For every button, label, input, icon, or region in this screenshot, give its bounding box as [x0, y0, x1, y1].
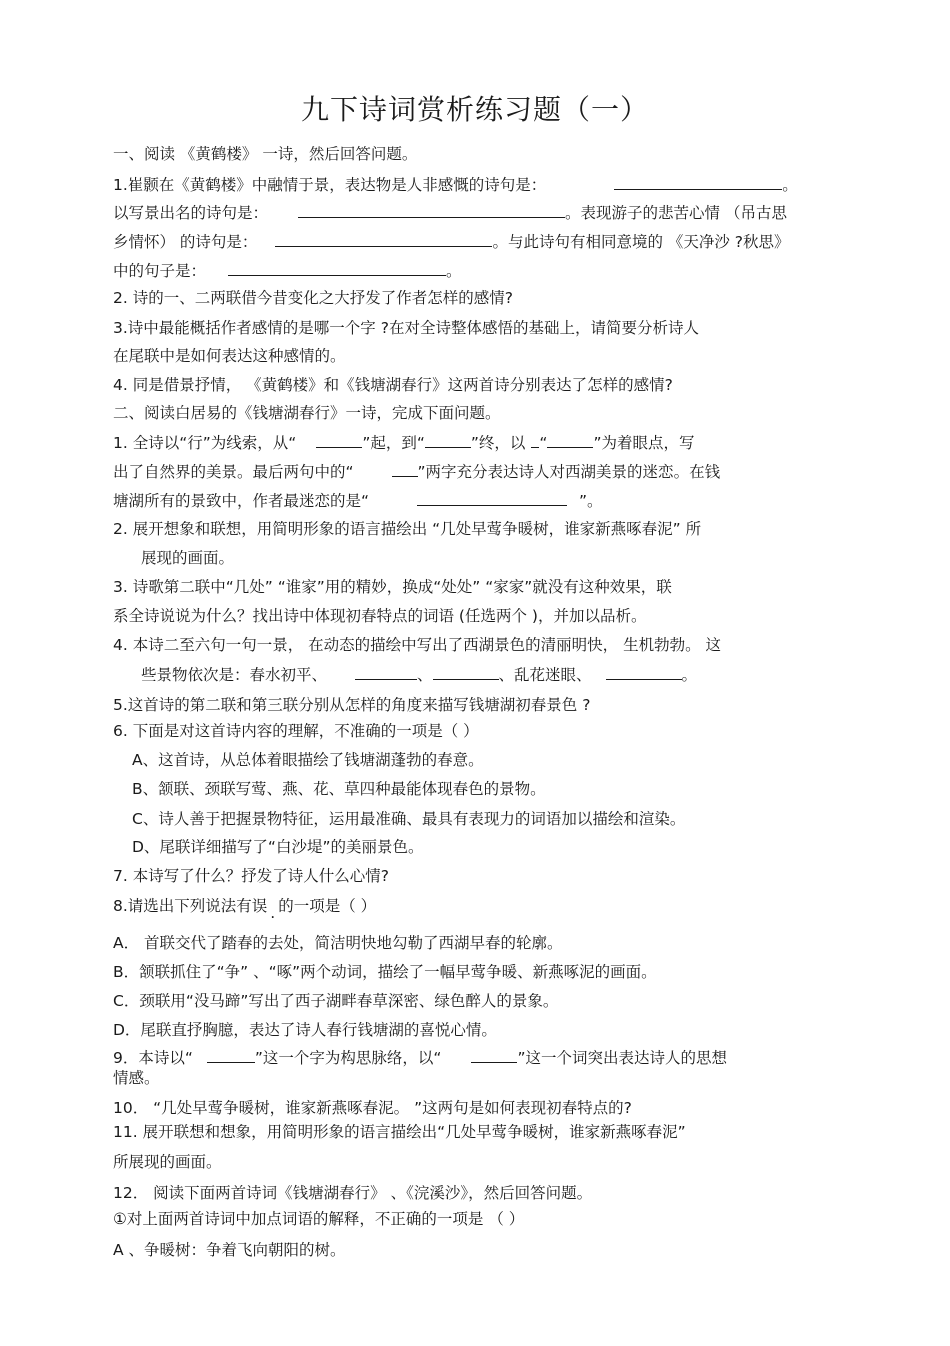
- question-2-7: 7. 本诗写了什么？抒发了诗人什么心情?: [113, 867, 389, 885]
- answer-blank[interactable]: [417, 489, 567, 506]
- question-2-2-line-1: 2. 展开想象和联想，用简明形象的语言描绘出 “几处早莺争暖树，谁家新燕啄春泥” 所: [113, 520, 702, 538]
- question-2-4-line-2: 些景物依次是：春水初平、 、 、乱花迷眼、 。: [141, 663, 697, 686]
- question-2-12-sub-1: ①对上面两首诗词中加点词语的解释，不正确的一项是 （ ）: [113, 1210, 525, 1228]
- answer-blank[interactable]: [275, 230, 492, 247]
- option-6d: D、尾联详细描写了“白沙堤”的美丽景色。: [132, 838, 424, 856]
- answer-blank[interactable]: [392, 460, 418, 477]
- question-2-1-line-1: 1. 全诗以“行”为线索，从“ ”起，到“ ”终，以 “ ”为着眼点，写: [113, 431, 694, 454]
- section-2-heading: 二、阅读白居易的《钱塘湖春行》一诗，完成下面问题。: [113, 404, 501, 422]
- option-6a: A、这首诗，从总体着眼描绘了钱塘湖蓬勃的春意。: [132, 751, 484, 769]
- option-8d: D．尾联直抒胸臆，表达了诗人春行钱塘湖的喜悦心情。: [113, 1021, 497, 1039]
- answer-blank[interactable]: [614, 173, 782, 190]
- option-8b: B．颔联抓住了“争” 、“啄”两个动词，描绘了一幅早莺争暖、新燕啄泥的画面。: [113, 963, 657, 981]
- question-1-3-line-1: 3.诗中最能概括作者感情的是哪一个字 ?在对全诗整体感悟的基础上，请简要分析诗人: [113, 319, 699, 337]
- answer-blank[interactable]: [425, 431, 471, 448]
- answer-blank[interactable]: [228, 259, 446, 276]
- answer-blank[interactable]: [355, 663, 417, 680]
- question-2-11-line-1: 11. 展开联想和想象，用简明形象的语言描绘出“几处早莺争暖树，谁家新燕啄春泥”: [113, 1123, 686, 1141]
- answer-blank[interactable]: [207, 1046, 255, 1063]
- option-8c: C．颈联用“没马蹄”写出了西子湖畔春草深密、绿色醉人的景象。: [113, 992, 559, 1010]
- question-2-3-line-1: 3. 诗歌第二联中“几处” “谁家”用的精妙，换成“处处” “家家”就没有这种效果，联: [113, 578, 672, 596]
- question-1-1-line-4: 中的句子是： 。: [113, 259, 462, 282]
- question-1-2: 2. 诗的一、二两联借今昔变化之大抒发了作者怎样的感情?: [113, 289, 513, 307]
- question-1-3-line-2: 在尾联中是如何表达这种感情的。: [113, 347, 346, 365]
- answer-blank[interactable]: [433, 663, 499, 680]
- question-2-9-line-1: 9．本诗以“ ”这一个字为构思脉络，以“ ”这一个词突出表达诗人的思想: [113, 1046, 727, 1069]
- question-1-1-line-3: 乡情怀） 的诗句是： 。与此诗句有相同意境的 《天净沙 ?秋思》: [113, 230, 790, 253]
- question-2-6: 6. 下面是对这首诗内容的理解，不准确的一项是（ ）: [113, 722, 479, 740]
- option-6c: C、诗人善于把握景物特征，运用最准确、最具有表现力的词语加以描绘和渲染。: [132, 810, 686, 828]
- answer-blank[interactable]: [316, 431, 362, 448]
- option-8a: A． 首联交代了踏春的去处，简洁明快地勾勒了西湖早春的轮廓。: [113, 934, 563, 952]
- answer-blank[interactable]: [547, 431, 593, 448]
- option-12a: A 、争暖树：争着飞向朝阳的树。: [113, 1241, 346, 1259]
- answer-blank[interactable]: [471, 1046, 517, 1063]
- question-2-1-line-3: 塘湖所有的景致中，作者最迷恋的是“ ”。: [113, 489, 603, 512]
- question-2-12: 12． 阅读下面两首诗词《钱塘湖春行》 、《浣溪沙》，然后回答问题。: [113, 1184, 593, 1202]
- page-title: 九下诗词赏析练习题（一）: [300, 93, 649, 126]
- question-2-8: 8.请选出下列说法有误 . 的一项是（ ）: [113, 897, 377, 922]
- question-2-10: 10． “几处早莺争暖树，谁家新燕啄春泥。 ”这两句是如何表现初春特点的?: [113, 1099, 632, 1117]
- question-2-9-line-2: 情感。: [113, 1069, 160, 1087]
- question-2-3-line-2: 系全诗说说为什么？找出诗中体现初春特点的词语 (任选两个 )，并加以品析。: [113, 607, 647, 625]
- question-2-1-line-2: 出了自然界的美景。最后两句中的“ ”两字充分表达诗人对西湖美景的迷恋。在钱: [113, 460, 720, 483]
- section-1-heading: 一、阅读 《黄鹤楼》 一诗，然后回答问题。: [113, 145, 418, 163]
- question-2-5: 5.这首诗的第二联和第三联分别从怎样的角度来描写钱塘湖初春景色 ?: [113, 696, 591, 714]
- answer-blank[interactable]: [606, 663, 682, 680]
- question-2-11-line-2: 所展现的画面。: [113, 1153, 222, 1171]
- answer-blank[interactable]: [298, 201, 565, 218]
- question-2-2-line-2: 展现的画面。: [141, 549, 235, 567]
- question-1-1-line-2: 以写景出名的诗句是： 。表现游子的悲苦心情 （吊古思: [113, 201, 787, 224]
- question-1-4: 4. 同是借景抒情， 《黄鹤楼》和《钱塘湖春行》这两首诗分别表达了怎样的感情?: [113, 376, 673, 394]
- question-2-4-line-1: 4. 本诗二至六句一句一景， 在动态的描绘中写出了西湖景色的清丽明快， 生机勃勃。 这: [113, 636, 721, 654]
- question-1-1-line-1: 1.崔颢在《黄鹤楼》中融情于景，表达物是人非感慨的诗句是： 。: [113, 173, 798, 196]
- option-6b: B、颔联、颈联写莺、燕、花、草四种最能体现春色的景物。: [132, 780, 546, 798]
